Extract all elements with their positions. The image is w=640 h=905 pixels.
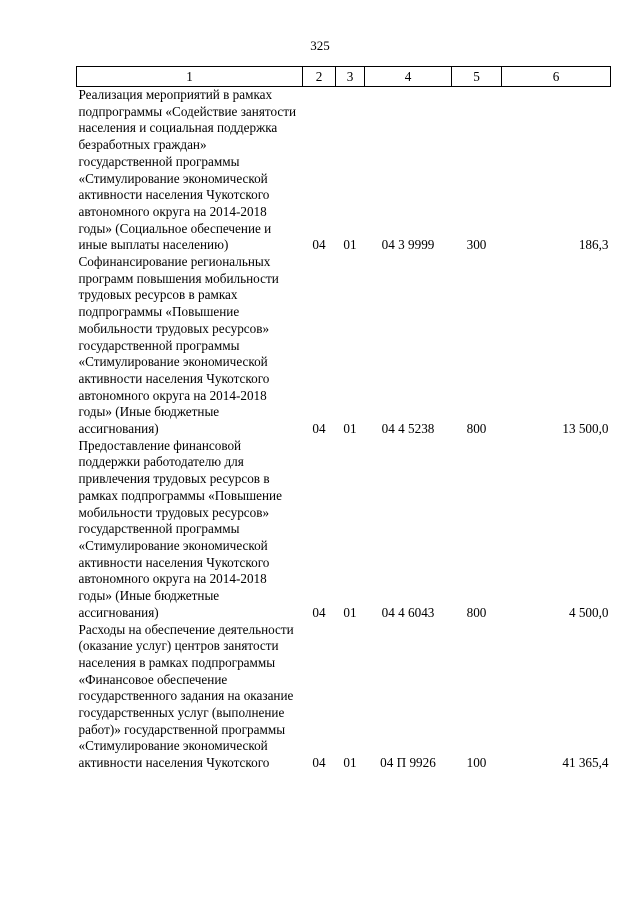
row-section: 04 — [312, 604, 326, 620]
row-amount: 4 500,0 — [568, 604, 609, 620]
table-row — [77, 622, 611, 772]
row-amount: 186,3 — [578, 237, 609, 253]
row-subsection: 01 — [343, 604, 357, 620]
row-expense-type: 800 — [466, 604, 487, 620]
header-col-6: 6 — [502, 67, 611, 87]
table-body — [77, 87, 611, 772]
table-header — [77, 67, 611, 87]
row-description: Расходы на обеспечение деятельности (оказание услуг) центров занятости населения в рамках подпрограммы «Финансовое обеспечение государственного задания на оказание государственных услуг (выполнение работ)» государственной программы «Стимулирование экономической активности населения Чукотского — [78, 621, 294, 771]
row-amount: 13 500,0 — [562, 421, 609, 437]
row-expense-type: 100 — [466, 755, 487, 771]
row-target-article: 04 4 5238 — [381, 421, 435, 437]
row-section: 04 — [312, 421, 326, 437]
row-description: Софинансирование региональных программ повышения мобильности трудовых ресурсов в рамках подпрограммы «Повышение мобильности трудовых ресурсов» государственной программы «Стимулирование экономической активности населения Чукотского автономного округа на 2014-2018 годы» (Иные бюджетные ассигнования) — [78, 254, 279, 437]
table-row — [77, 438, 611, 622]
row-expense-type: 800 — [466, 421, 487, 437]
budget-table — [76, 66, 611, 772]
page-number: 325 — [310, 38, 330, 53]
row-amount: 41 365,4 — [562, 755, 609, 771]
row-description: Реализация мероприятий в рамках подпрограммы «Содействие занятости населения и социальная поддержка безработных граждан» государственной программы «Стимулирование экономической активности населения Чукотского автономного округа на 2014-2018 годы» (Социальное обеспечение и иные выплаты населению) — [78, 87, 297, 253]
table-row — [77, 254, 611, 438]
table-row — [77, 87, 611, 255]
header-col-3: 3 — [336, 67, 365, 87]
row-section: 04 — [312, 755, 326, 771]
row-subsection: 01 — [343, 755, 357, 771]
header-row — [77, 67, 611, 87]
row-target-article: 04 П 9926 — [380, 755, 436, 771]
row-subsection: 01 — [343, 421, 357, 437]
row-section: 04 — [312, 237, 326, 253]
header-col-4: 4 — [365, 67, 452, 87]
row-description: Предоставление финансовой поддержки работодателю для привлечения трудовых ресурсов в рамках подпрограммы «Повышение мобильности трудовых ресурсов» государственной программы «Стимулирование экономической активности населения Чукотского автономного округа на 2014-2018 годы» (Иные бюджетные ассигнования) — [78, 437, 282, 620]
row-target-article: 04 4 6043 — [381, 604, 435, 620]
row-subsection: 01 — [343, 237, 357, 253]
header-col-1: 1 — [77, 67, 303, 87]
row-expense-type: 300 — [466, 237, 487, 253]
header-col-2: 2 — [303, 67, 336, 87]
row-target-article: 04 3 9999 — [381, 237, 435, 253]
header-col-5: 5 — [452, 67, 502, 87]
